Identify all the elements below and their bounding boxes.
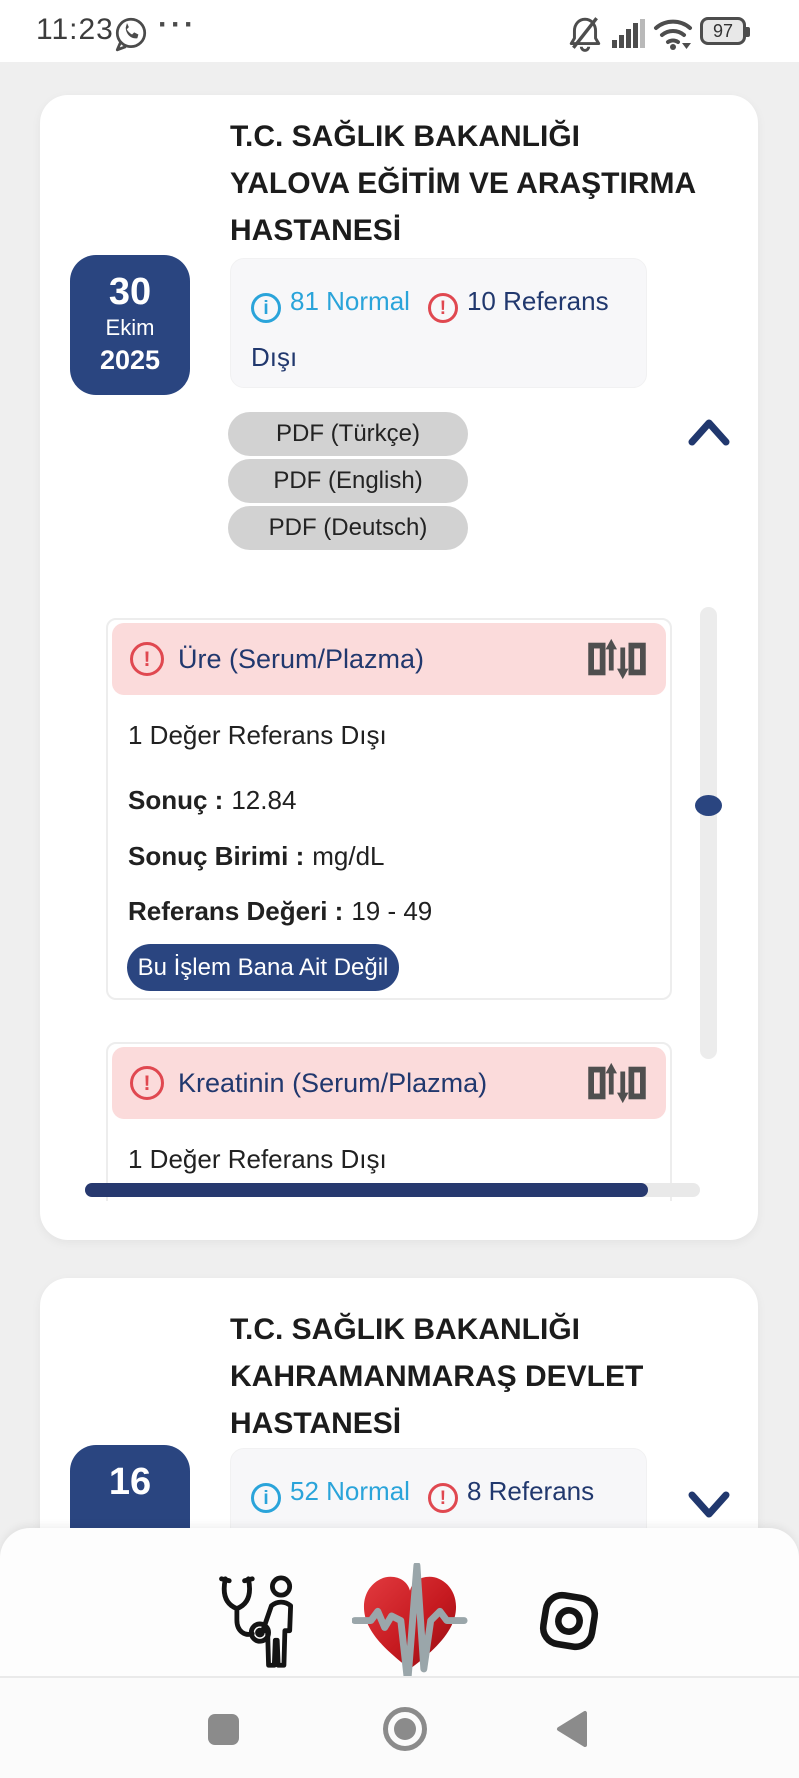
result-card-kreatinin: [106, 1042, 672, 1201]
warning-icon: !: [428, 1483, 458, 1513]
date-badge: [70, 255, 190, 395]
date-day: 30: [108, 271, 152, 313]
warning-icon: !: [130, 1066, 164, 1100]
android-recents-button[interactable]: [208, 1714, 239, 1745]
info-icon: i: [251, 293, 281, 323]
result-card-ure: [106, 618, 672, 1000]
vertical-scrollbar-thumb[interactable]: [695, 795, 722, 816]
bottom-navigation-sheet: [0, 1528, 799, 1778]
collapse-chevron-up-icon[interactable]: [687, 417, 731, 447]
test-name-label: Üre (Serum/Plazma): [178, 643, 425, 674]
more-options-icon: ···: [158, 8, 197, 41]
date-day: 16: [108, 1461, 152, 1503]
wifi-icon: [652, 16, 694, 52]
normal-count-label: 81 Normal: [290, 286, 410, 316]
hospital-title: T.C. SAĞLIK BAKANLIĞI YALOVA EĞİTİM VE ARAŞTIRMA HASTANESİ: [230, 120, 696, 247]
android-navigation-bar: [0, 1676, 799, 1778]
pdf-turkce-button[interactable]: PDF (Türkçe): [228, 412, 468, 456]
out-of-range-count-label: 8 Referans: [466, 1476, 595, 1506]
date-year: 2025: [99, 345, 161, 375]
warning-icon: !: [130, 642, 164, 676]
pdf-english-button[interactable]: PDF (English): [228, 459, 468, 503]
info-icon: i: [251, 1483, 281, 1513]
hospital-title: T.C. SAĞLIK BAKANLIĞI KAHRAMANMARAŞ DEVLET HASTANESİ: [230, 1313, 644, 1440]
result-stats-box: [230, 258, 647, 388]
home-dot: [394, 1718, 416, 1740]
result-header[interactable]: [112, 623, 666, 695]
compare-results-icon[interactable]: [586, 636, 648, 682]
out-of-range-flag: 1 Değer Referans Dışı: [128, 720, 387, 750]
pdf-deutsch-button[interactable]: PDF (Deutsch): [228, 506, 468, 550]
horizontal-scrollbar-thumb[interactable]: [85, 1183, 648, 1197]
expand-chevron-down-icon[interactable]: [687, 1490, 731, 1520]
status-bar: [0, 0, 799, 62]
result-unit-row: Sonuç Birimi : mg/dL: [128, 841, 385, 871]
battery-icon: [700, 17, 746, 45]
result-header[interactable]: [112, 1047, 666, 1119]
normal-count-label: 52 Normal: [290, 1476, 410, 1506]
android-back-button[interactable]: [556, 1710, 588, 1748]
out-of-range-flag: 1 Değer Referans Dışı: [128, 1144, 387, 1174]
compare-results-icon[interactable]: [586, 1060, 648, 1106]
media-tab-icon[interactable]: [528, 1580, 610, 1662]
whatsapp-icon: [112, 15, 150, 53]
date-month: Ekim: [105, 315, 155, 340]
reference-range-row: Referans Değeri : 19 - 49: [128, 896, 433, 926]
pulse-heart-tab-icon[interactable]: [352, 1563, 468, 1685]
out-of-range-count-label: 10 Referans Dışı: [251, 286, 609, 372]
vertical-scrollbar-track[interactable]: [700, 607, 717, 1059]
doctor-visits-tab-icon[interactable]: [210, 1573, 306, 1673]
hospital-card-yalova: [40, 95, 758, 1240]
signal-strength-icon: [612, 18, 648, 50]
android-home-button[interactable]: [383, 1707, 427, 1751]
results-scroll-area[interactable]: [98, 605, 718, 1201]
warning-icon: !: [428, 293, 458, 323]
result-value-row: Sonuç : 12.84: [128, 785, 297, 815]
battery-percent-label: 97: [712, 21, 734, 41]
muted-bell-icon: [566, 14, 604, 52]
battery-tip: [746, 27, 750, 37]
test-name-label: Kreatinin (Serum/Plazma): [178, 1067, 488, 1098]
clock-label: 11:23: [36, 13, 114, 46]
not-mine-button[interactable]: Bu İşlem Bana Ait Değil: [127, 944, 399, 991]
